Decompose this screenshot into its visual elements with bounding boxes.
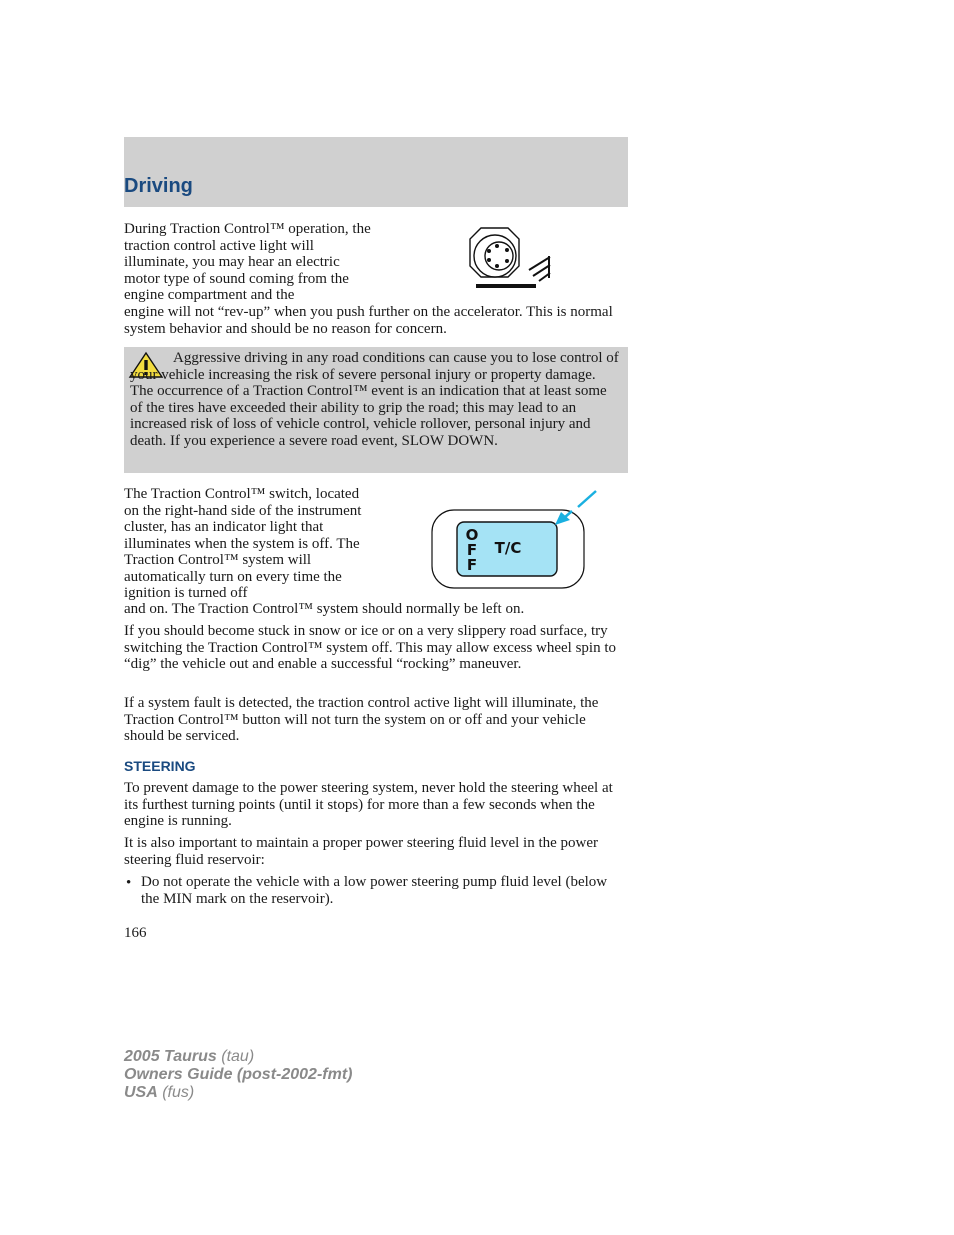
- warning-text: Aggressive driving in any road conditions can cause you to lose control of your vehicle increasing the risk of severe personal injury or property damage. The occurrence of a Traction Control™ event is an indication that at least some of the tires have exceeded their ability to grip the road; this may lead to an increased risk of loss of vehicle control, vehicle rollover, personal injury and death. If you experience a severe road event, SLOW DOWN.: [130, 350, 619, 449]
- off-letter-o: O: [465, 526, 479, 544]
- footer-model: 2005 Taurus: [124, 1048, 217, 1065]
- footer-market-code: (fus): [157, 1084, 195, 1101]
- footer-guide: Owners Guide (post-2002-fmt): [124, 1066, 353, 1083]
- bullet-dot: •: [126, 875, 132, 891]
- traction-control-off-button-icon: [430, 488, 602, 592]
- steering-paragraph-1: To prevent damage to the power steering system, never hold the steering wheel at its furthest turning points (until it stops) for more than a few seconds when the engine is running.: [124, 780, 613, 829]
- page-number: 166: [124, 925, 147, 941]
- footer-model-code: (tau): [216, 1048, 255, 1065]
- tc-label: T/C: [494, 539, 522, 557]
- steering-heading: STEERING: [124, 758, 196, 774]
- off-letter-f1: F: [466, 541, 478, 559]
- switch-paragraph-start: The Traction Control™ switch, located on the right-hand side of the instrument cluster, has an indicator light that illuminates when the system is off. The Traction Control™ system will automatically turn on every time the ignition is turned off: [124, 486, 362, 601]
- stuck-paragraph: If you should become stuck in snow or ice or on a very slippery road surface, try switching the Traction Control™ system off. This may allow excess wheel spin to “dig” the vehicle out and enable a successful “rocking” maneuver.: [124, 623, 617, 672]
- switch-paragraph-continued: and on. The Traction Control™ system should normally be left on.: [124, 601, 525, 617]
- section-title: Driving: [124, 175, 193, 197]
- steering-paragraph-2: It is also important to maintain a proper power steering fluid level in the power steering fluid reservoir:: [124, 835, 599, 868]
- steering-bullet-1: Do not operate the vehicle with a low power steering pump fluid level (below the MIN mark on the reservoir).: [141, 874, 608, 907]
- footer-market: USA: [124, 1084, 158, 1101]
- traction-control-active-icon: [467, 226, 557, 290]
- off-letter-f2: F: [466, 556, 478, 574]
- fault-paragraph: If a system fault is detected, the traction control active light will illuminate, the Traction Control™ button will not turn the system on or off and your vehicle should be serviced.: [124, 695, 599, 744]
- intro-paragraph-start: During Traction Control™ operation, the traction control active light will illuminate, you may hear an electric motor type of sound coming from the engine compartment and the: [124, 221, 371, 303]
- section-header-band: [124, 137, 628, 207]
- footer: [124, 1048, 352, 1102]
- intro-paragraph-continued: engine will not “rev-up” when you push further on the accelerator. This is normal system behavior and should be no reason for concern.: [124, 304, 613, 337]
